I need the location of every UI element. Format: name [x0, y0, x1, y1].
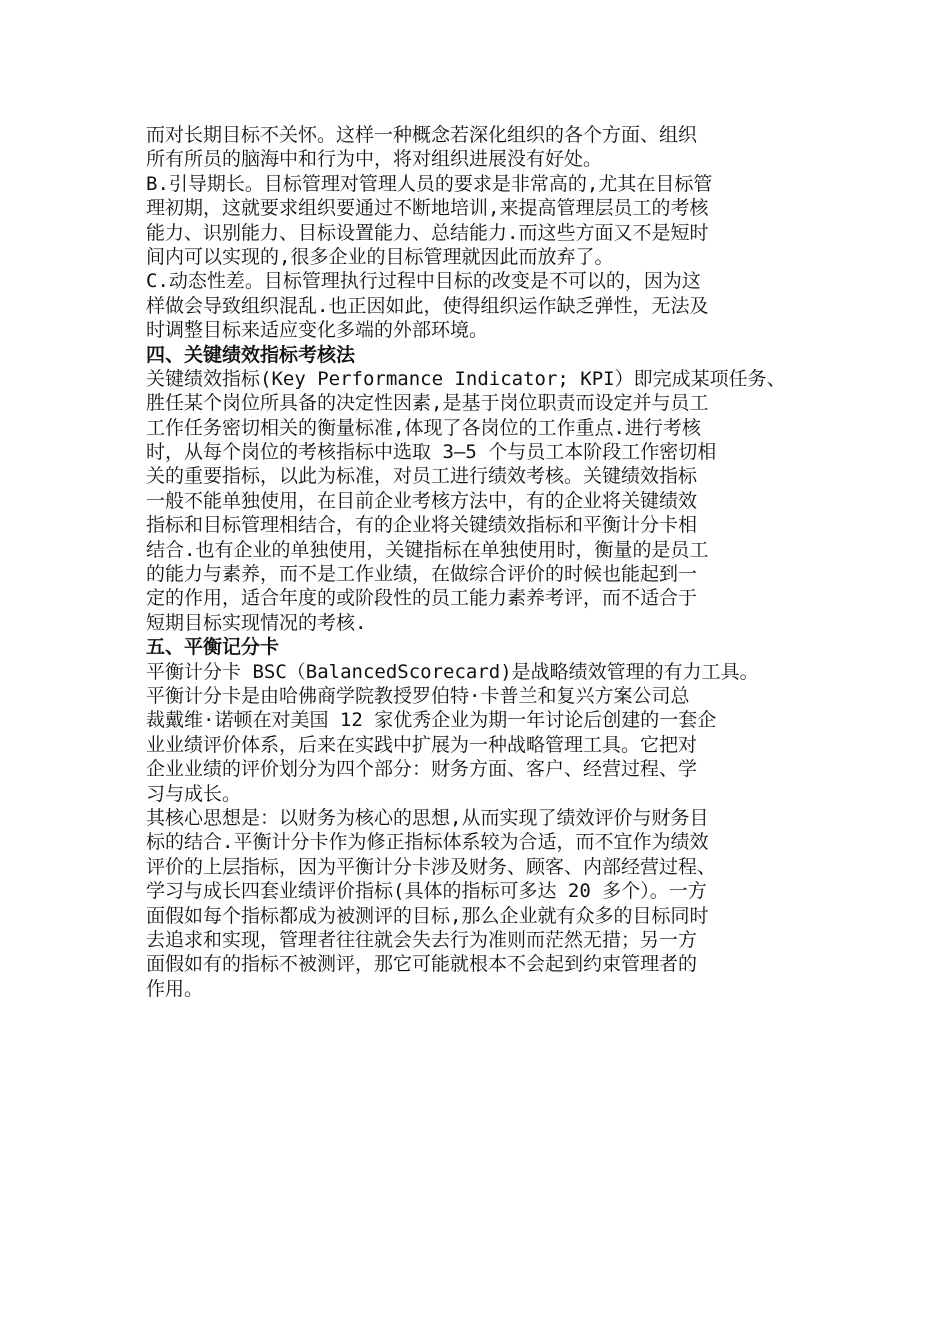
paragraph-line: 评价的上层指标，因为平衡计分卡涉及财务、顾客、内部经营过程、: [146, 855, 717, 878]
paragraph-line: 关键绩效指标(Key Performance Indicator; KPI）即完成某项任务、: [146, 367, 786, 390]
paragraph-line: 其核心思想是：以财务为核心的思想,从而实现了绩效评价与财务目: [146, 806, 709, 829]
paragraph-line: 时，从每个岗位的考核指标中选取 3—5 个与员工本阶段工作密切相: [146, 441, 717, 464]
paragraph-line: B.引导期长。目标管理对管理人员的要求是非常高的,尤其在目标管: [146, 172, 713, 195]
paragraph-line: 而对长期目标不关怀。这样一种概念若深化组织的各个方面、组织: [146, 124, 698, 146]
paragraph-line: 平衡计分卡 BSC（BalancedScorecard)是战略绩效管理的有力工具。: [146, 660, 759, 683]
paragraph-line: 的能力与素养，而不是工作业绩，在做综合评价的时候也能起到一: [146, 563, 698, 586]
paragraph-line: 理初期，这就要求组织要通过不断地培训,来提高管理层员工的考核: [146, 197, 709, 220]
paragraph-line: 面假如每个指标都成为被测评的目标,那么企业就有众多的目标同时: [146, 904, 709, 927]
paragraph-line: 标的结合.平衡计分卡作为修正指标体系较为合适，而不宜作为绩效: [146, 831, 709, 854]
paragraph-line: 间内可以实现的,很多企业的目标管理就因此而放弃了。: [146, 245, 614, 268]
paragraph-line: 裁戴维·诺顿在对美国 12 家优秀企业为期一年讨论后创建的一套企: [146, 709, 717, 732]
paragraph-line: 能力、识别能力、目标设置能力、总结能力.而这些方面又不是短时: [146, 221, 709, 244]
paragraph-line: 工作任务密切相关的衡量标准,体现了各岗位的工作重点.进行考核: [146, 416, 701, 439]
paragraph-line: 企业业绩的评价划分为四个部分：财务方面、客户、经营过程、学: [146, 758, 698, 781]
paragraph-line: 指标和目标管理相结合，有的企业将关键绩效指标和平衡计分卡相: [146, 514, 698, 537]
paragraph-line: 面假如有的指标不被测评，那它可能就根本不会起到约束管理者的: [146, 953, 698, 976]
document-body: [146, 123, 814, 1001]
paragraph-line: 结合.也有企业的单独使用，关键指标在单独使用时，衡量的是员工: [146, 538, 709, 561]
paragraph-line: 一般不能单独使用，在目前企业考核方法中，有的企业将关键绩效: [146, 489, 698, 512]
section-heading: 五、平衡记分卡: [146, 636, 280, 659]
paragraph-line: 学习与成长四套业绩评价指标(具体的指标可多达 20 多个）。一方: [146, 880, 707, 903]
paragraph-line: 样做会导致组织混乱.也正因如此，使得组织运作缺乏弹性，无法及: [146, 294, 709, 317]
section-heading: 四、关键绩效指标考核法: [146, 343, 356, 366]
paragraph-line: 胜任某个岗位所具备的决定性因素,是基于岗位职责而设定并与员工: [146, 392, 709, 415]
paragraph-line: 习与成长。: [146, 782, 242, 805]
paragraph-line: 定的作用，适合年度的或阶段性的员工能力素养考评，而不适合于: [146, 587, 698, 610]
paragraph-line: 作用。: [146, 977, 204, 1000]
paragraph-line: 平衡计分卡是由哈佛商学院教授罗伯特·卡普兰和复兴方案公司总: [146, 684, 690, 707]
paragraph-line: C.动态性差。目标管理执行过程中目标的改变是不可以的，因为这: [146, 270, 701, 293]
paragraph-line: 去追求和实现，管理者往往就会失去行为准则而茫然无措；另一方: [146, 928, 698, 951]
paragraph-line: 关的重要指标，以此为标准，对员工进行绩效考核。关键绩效指标: [146, 465, 698, 488]
paragraph-line: 所有所员的脑海中和行为中，将对组织进展没有好处。: [146, 148, 603, 171]
paragraph-line: 业业绩评价体系，后来在实践中扩展为一种战略管理工具。它把对: [146, 733, 698, 756]
paragraph-line: 短期目标实现情况的考核.: [146, 611, 367, 634]
paragraph-line: 时调整目标来适应变化多端的外部环境。: [146, 319, 489, 342]
